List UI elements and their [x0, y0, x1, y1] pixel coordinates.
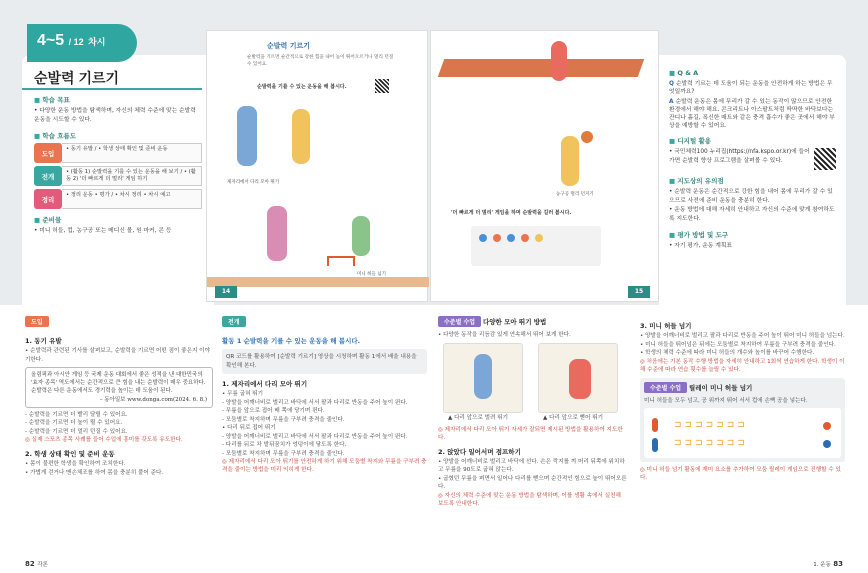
qr-code-icon[interactable] — [814, 148, 836, 170]
kid-figure-2 — [569, 359, 591, 399]
hurdle-tip: ◎ 처음에는 기본 동작 수행 방법을 자세히 안내하고 1회씩 연습하게 한다. 학생이 이해 수준에 따라 연습 횟수를 늘릴 수 있다. — [640, 358, 845, 373]
intro-tag: 도입 — [25, 316, 49, 327]
running-track — [438, 59, 645, 77]
digital-heading: ■ 디지털 활용 — [669, 136, 836, 145]
answer-2: - 순발력을 기르면 더 높이 뛸 수 있어요. — [25, 420, 123, 427]
news-quote-source: – 동아일보 www.donga.com(2024. 6. 8.) — [99, 396, 207, 403]
jump-item-7: - 다리를 뒤로 차 발뒤꿈치가 엉덩이에 닿도록 한다. — [222, 442, 347, 448]
warmup-heading: 2. 학생 상태 확인 및 준비 운동 — [25, 450, 115, 459]
period-badge: 4~5 / 12 차시 — [27, 24, 137, 62]
main-tag: 전개 — [222, 316, 246, 327]
textbook-left-page — [206, 30, 428, 302]
mini-hurdle-icon — [327, 256, 355, 266]
prep-text: • 미니 허들, 컵, 농구공 또는 메디신 볼, 원 마커, 콘 등 — [34, 228, 172, 234]
relay-tag: 수준별 수업 — [644, 382, 687, 393]
hurdle-heading: 3. 미니 허들 넘기 — [640, 322, 692, 330]
relay-text: 미니 허들을 모두 넘고, 공 위까지 뛰어 서서 컵에 손뼉 공을 넣는다. — [644, 397, 808, 404]
qa-question — [669, 80, 836, 96]
tb-left-page-number: 14 — [215, 286, 237, 298]
level-tag: 수준별 수업 — [438, 316, 481, 327]
textbook-spread — [206, 30, 659, 302]
tb-left-intro: 순발력을 기르면 순간적으로 강한 힘을 내어 높이 뛰어오르거나 멀리 던질 수 있어요. — [247, 55, 394, 67]
page-number-left — [25, 560, 48, 568]
flow-label-wrap: 정리 — [34, 189, 62, 209]
page-83: 83 — [833, 560, 843, 568]
relay-title: 릴레이 미니 허들 넘기 — [689, 383, 753, 392]
lesson-title-bar — [22, 60, 202, 90]
jumper-figure-4 — [352, 216, 370, 256]
intro-column — [25, 316, 213, 477]
jump-item-2: - 양발을 어깨너비로 벌리고 바닥에 서서 팔과 다리로 반동을 주어 높이 뛴다. — [222, 399, 408, 406]
right-guide-panel — [659, 55, 846, 305]
period-number: 4~5 — [37, 32, 65, 49]
hurdle-text-2: • 미니 허들을 뛰어넘은 뒤에는 모둠별로 착지하여 무릎을 구부려 충격을 줄인다. — [640, 341, 836, 348]
hurdle-text-3: • 학생의 체력 수준에 따라 미니 허들의 개수와 높이를 바꾸어 수행한다. — [640, 350, 815, 356]
flow-items-intro: • 동기 유발 / • 학생 상태 확인 및 준비 운동 — [62, 143, 202, 163]
illustration-legs-apart — [443, 343, 523, 413]
period-date: 12 — [73, 37, 84, 47]
caution-text-1: • 순발력 운동은 순간적으로 강한 힘을 내어 몸에 무리가 갈 수 있으므로 사전에 준비 운동을 충분히 한다. — [669, 189, 833, 204]
jumper-figure-2 — [292, 109, 310, 164]
question-mark-icon: Q — [669, 81, 676, 87]
answer-mark-icon: A — [669, 99, 676, 105]
basketball-icon — [581, 131, 593, 143]
tb-activity1: 순발력을 기를 수 있는 운동을 해 봅시다. — [257, 84, 347, 90]
flow-items-main: • (활동 1) 순발력을 기를 수 있는 운동을 해 보기 / • (활동 2) '더 빠르게 더 멀리' 게임 하기 — [62, 166, 202, 186]
level-column — [438, 316, 628, 508]
hurdle-row-top: ⊐⊐⊐⊐⊐⊐⊐ — [674, 420, 748, 430]
answer-3: - 순발력을 기르면 더 멀리 던질 수 있어요. — [25, 428, 128, 435]
goal-text: • 다양한 운동 방법을 탐색하며, 자신의 체력 수준에 맞는 순발력 운동을 시도할 수 있다. — [34, 108, 196, 123]
page-label-left: 각론 — [37, 562, 48, 568]
answer-1: - 순발력을 기르면 더 빨리 달릴 수 있어요. — [25, 411, 128, 418]
tb-caption-hurdle: 미니 허들 넘기 — [357, 272, 386, 277]
jump-item-8: - 모둠별로 착지하며 무릎을 구부려 충격을 줄인다. — [222, 450, 345, 457]
jump-item-6: - 양발을 어깨너비로 벌리고 바닥에 서서 팔과 다리로 반동을 주어 높이 뛴다. — [222, 433, 408, 440]
level-tag-row — [438, 316, 628, 331]
game-court-illustration — [471, 226, 601, 266]
period-unit: 차시 — [88, 37, 106, 47]
relay-tip: ◎ 미니 허들 넘기 활동에 재미 요소를 추가하여 모둠 릴레이 게임으로 진행할 수 있다. — [640, 467, 841, 481]
player-red-icon — [652, 418, 658, 432]
level-tip-2: ◎ 자신의 체력 수준에 맞는 운동 방법을 탐색하며, 이를 생활 속에서 실천해 보도록 안내한다. — [438, 492, 621, 507]
news-quote-box — [25, 367, 213, 408]
intro-tip: ◎ 실제 스포츠 종목 사례를 들어 수업에 흥미를 갖도록 유도한다. — [25, 437, 183, 444]
caption-legs-forward: ▲ 다리 앞으로 뻗어 뛰기 — [543, 414, 604, 421]
ground-strip — [207, 277, 429, 287]
flow-row-wrap — [34, 189, 202, 209]
flow-row-main — [34, 166, 202, 186]
cone-blue-icon — [823, 440, 831, 448]
kid-figure-1 — [474, 354, 492, 399]
level-intro: • 다양한 동작을 리듬감 있게 연속해서 뛰어 보게 한다. — [438, 332, 571, 338]
squat-jump-heading: 2. 앉았다 일어서며 점프하기 — [438, 447, 521, 456]
jump-item-4: - 모둠별로 착지하며 무릎을 구부려 충격을 줄인다. — [222, 416, 345, 423]
news-quote-text: 올림픽과 아시안 게임 등 국제 운동 대회에서 좋은 성적을 낸 대한민국의 '효자 종목' 역도에서는 순간적으로 큰 힘을 내는 순발력이 매우 중요하다. 순발력은 다른 운동에서도 경기력을 높이는 데 도움이 된다. — [31, 372, 206, 395]
tb-left-title: 순발력 기르기 — [267, 42, 311, 50]
lesson-title: 순발력 기르기 — [34, 70, 120, 86]
page-label-right: 1. 운동 — [813, 562, 831, 568]
qa-answer — [669, 98, 836, 130]
jump-item-1: • 무릎 굽혀 뛰기 — [222, 391, 264, 397]
relay-diagram — [644, 408, 841, 458]
prep-heading: ■ 준비물 — [34, 215, 202, 224]
squat-jump-text-2: • 굽혔던 무릎을 펴면서 일어나 다리를 뻗으며 순간적인 힘으로 높이 뛰어오른다. — [438, 475, 627, 490]
caption-legs-apart: ▲ 다리 앞으로 벌려 뛰기 — [448, 414, 509, 421]
jump-item-3: - 무릎을 앞으로 접어 배 쪽에 당기며 뛴다. — [222, 408, 325, 414]
main-column — [222, 316, 427, 474]
motivation-text: • 순발력과 관련된 기사를 살펴보고, 순발력을 기르면 어떤 점이 좋은지 이야기한다. — [25, 348, 210, 363]
flow-heading: ■ 학습 흐름도 — [34, 131, 202, 140]
jumper-figure-1 — [237, 106, 257, 166]
flow-label-intro: 도입 — [34, 143, 62, 163]
page-82: 82 — [25, 560, 35, 568]
eval-heading: ■ 평가 방법 및 도구 — [669, 230, 836, 239]
level-illustrations — [438, 343, 628, 423]
runner-figure — [551, 41, 567, 81]
motivation-heading: 1. 동기 유발 — [25, 337, 62, 345]
tb-caption-jump: 제자리에서 다리 모아 뛰기 — [227, 180, 280, 185]
page-number-right — [813, 560, 843, 568]
squat-jump-text-1: • 양발을 어깨너비로 벌리고 바닥에 선다. 손은 깍지를 껴 머리 뒤쪽에 위치하고 무릎을 90도로 굽혀 앉는다. — [438, 458, 625, 473]
digital-text: • 국민체력100 누리집(https://nfa.kspo.or.kr)에 들어가면 순발력 향상 프로그램을 살펴볼 수 있다. — [669, 149, 810, 164]
textbook-right-page — [430, 30, 659, 302]
qa-answer-text: 순발력 운동은 몸에 무리가 갈 수 있는 동작이 많으므로 안전한 환경에서 해야 해요. 콘크리트나 아스팔트처럼 딱딱한 바닥보다는 잔디나 흙길, 폭신한 매트와 같은 충격 흡수가 좋은 곳에서 해야 부상을 예방할 수 있어요. — [669, 99, 835, 129]
flow-items-wrap: • 정리 운동 • 평가 / • 차시 정리 • 차시 예고 — [62, 189, 202, 209]
digital-row — [669, 148, 836, 170]
caution-text-2: • 운동 방법에 대해 자세히 안내하고 자신의 수준에 맞게 참여하도록 지도한다. — [669, 207, 835, 222]
illustration-legs-forward — [538, 343, 618, 413]
jump-heading: 1. 제자리에서 다리 모아 뛰기 — [222, 380, 308, 388]
tb-right-activity: '더 빠르게 더 멀리' 게임을 하며 순발력을 길러 봅시다. — [451, 210, 572, 216]
jump-item-5: • 다리 뒤로 접어 뛰기 — [222, 425, 276, 431]
hurdle-row-bottom: ⊐⊐⊐⊐⊐⊐⊐ — [674, 438, 748, 448]
warmup-text-2: • 가볍게 걷거나 맨손체조를 하여 몸을 충분히 풀어 준다. — [25, 469, 164, 476]
activity-1-heading: 활동 1 순발력을 기를 수 있는 운동을 해 봅시다. — [222, 337, 361, 345]
cone-red-icon — [823, 422, 831, 430]
level-tip-1: ◎ 제자리에서 다리 모아 뛰기 자세가 잘되면 제시된 방법을 활용하여 지도한다. — [438, 426, 623, 441]
level-title: 다양한 모아 뛰기 방법 — [483, 318, 547, 326]
qa-question-text: 순발력 기르는 데 도움이 되는 운동을 안전하게 하는 방법은 무엇일까요? — [669, 81, 833, 95]
qr-note-box: QR 코드를 활용하여 [순발력 기르기] 영상을 시청하며 활동 1에서 배울 내용을 확인해 본다. — [222, 349, 427, 374]
jumper-figure-3 — [267, 206, 287, 261]
goal-heading: ■ 학습 목표 — [34, 95, 202, 104]
qa-heading: ■ Q & A — [669, 69, 836, 77]
main-tip: ◎ 제자리에서 다리 모아 뛰기를 안전하게 하기 위해 모둠별 착지와 무릎을 구부려 충격을 줄이는 방법을 미리 익히게 한다. — [222, 459, 427, 473]
caution-heading: ■ 지도상의 유의점 — [669, 176, 836, 185]
tb-caption-throw: 농구공 멀리 던지기 — [556, 192, 594, 197]
thrower-figure — [561, 136, 579, 186]
player-blue-icon — [652, 438, 658, 452]
tb-qr-icon — [375, 79, 389, 93]
hurdle-text-1: • 양발을 어깨너비로 벌리고 팔과 다리로 반동을 주어 높이 뛰어 미니 허들을 넘는다. — [640, 333, 845, 339]
warmup-text-1: • 몸이 불편한 학생을 확인하여 조치한다. — [25, 461, 126, 468]
flow-label-main: 전개 — [34, 166, 62, 186]
guide-bottom-section — [0, 306, 868, 573]
hurdle-column — [640, 316, 845, 482]
flow-row-intro — [34, 143, 202, 163]
tb-right-page-number: 15 — [628, 286, 650, 298]
relay-game-box — [640, 378, 845, 463]
eval-text: • 자기 평가, 운동 계획표 — [669, 243, 733, 249]
